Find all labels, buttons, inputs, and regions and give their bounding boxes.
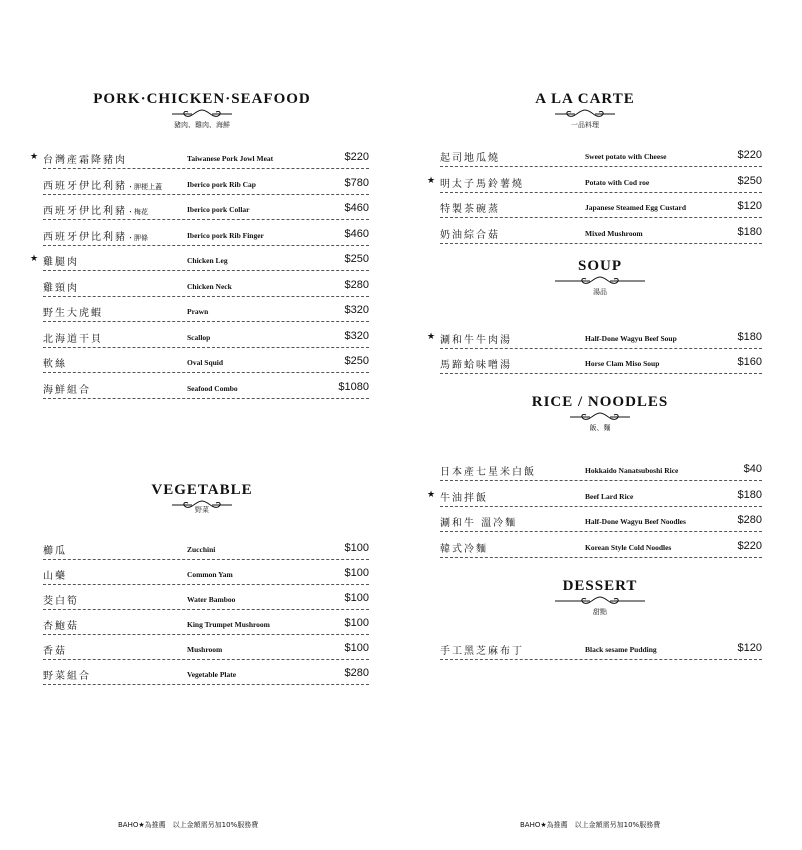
menu-item-row	[440, 197, 762, 218]
menu-item-row	[43, 225, 369, 246]
item-chinese-note: ・梅花	[127, 208, 148, 216]
section-title: SOUP	[577, 258, 622, 274]
item-english-name: Mixed Mushroom	[585, 228, 643, 238]
item-chinese-name-main: 特製茶碗蒸	[440, 204, 500, 215]
item-price: $100	[344, 617, 369, 629]
item-chinese-name-main: 手工黑芝麻布丁	[440, 646, 524, 657]
item-chinese-name-main: 北海道干貝	[43, 333, 103, 345]
item-price: $460	[344, 227, 369, 240]
rice-section-header	[520, 394, 680, 433]
item-chinese-name-main: 馬蹄蛤味噌湯	[440, 360, 512, 371]
item-price: $180	[737, 331, 762, 343]
menu-item-row	[440, 639, 762, 660]
item-chinese-name-main: 軟絲	[43, 359, 67, 370]
item-price: $220	[737, 539, 762, 552]
ornament-icon	[545, 108, 625, 120]
item-english-name: Iberico pork Rib Finger	[187, 230, 264, 240]
item-chinese-name-main: 野菜組合	[43, 671, 91, 682]
item-chinese-name-main: 起司地瓜燒	[440, 153, 500, 164]
item-english-name: Potato with Cod roe	[585, 177, 650, 187]
item-chinese-name	[43, 381, 91, 396]
item-price: $100	[344, 542, 369, 554]
item-chinese-name	[43, 151, 127, 166]
menu-item-row	[427, 486, 762, 507]
menu-item-row	[43, 301, 369, 322]
item-english-name: Oval Squid	[187, 358, 224, 367]
item-english-name: King Trumpet Mushroom	[187, 620, 270, 629]
item-english-name: Chicken Leg	[187, 256, 228, 265]
item-chinese-name-main: 西班牙伊比利豬	[43, 231, 127, 243]
item-chinese-name	[440, 514, 517, 529]
vegetable-section-header	[132, 482, 272, 515]
item-chinese-name	[43, 177, 162, 192]
recommended-star-icon: ★	[30, 254, 39, 264]
item-price: $320	[344, 329, 369, 342]
alacarte-section-header	[530, 91, 640, 130]
item-price: $250	[344, 355, 369, 367]
item-chinese-name-main: 西班牙伊比利豬	[43, 206, 127, 217]
ornament-icon	[560, 411, 640, 423]
ornament-icon	[550, 595, 650, 607]
item-chinese-name-main: 日本產七星米白飯	[440, 467, 536, 478]
item-chinese-name	[43, 355, 67, 370]
menu-item-row	[43, 276, 369, 297]
item-english-name: Common Yam	[187, 570, 233, 579]
menu-item-row	[43, 664, 369, 685]
item-chinese-name	[43, 542, 67, 557]
item-chinese-name	[440, 331, 512, 346]
item-english-name: Vegetable Plate	[187, 670, 237, 679]
item-english-name: Hokkaido Nanatsuboshi Rice	[585, 466, 679, 475]
item-chinese-name-main: 雞腿肉	[43, 257, 79, 268]
item-chinese-name	[43, 642, 67, 657]
menu-item-row	[440, 537, 762, 558]
item-chinese-name-main: 茭白筍	[43, 596, 79, 607]
item-price: $320	[344, 304, 369, 316]
item-price: $120	[737, 642, 762, 654]
item-price: $250	[737, 174, 762, 187]
item-chinese-name	[43, 330, 103, 345]
item-chinese-name-main: 雞頸肉	[43, 282, 79, 294]
item-chinese-name-main: 明太子馬鈴薯燒	[440, 178, 524, 190]
item-chinese-name-main: 台灣產霜降豬肉	[43, 155, 127, 166]
soup-section-header	[545, 258, 655, 297]
menu-item-row	[43, 352, 369, 373]
section-title: PORK·CHICKEN·SEAFOOD	[93, 91, 311, 107]
item-english-name: Iberico pork Collar	[187, 205, 250, 214]
item-chinese-name	[43, 617, 79, 632]
section-title: A LA CARTE	[535, 91, 635, 107]
menu-item-row	[43, 378, 369, 399]
item-chinese-name-main: 杏鮑菇	[43, 621, 79, 632]
item-chinese-name	[440, 489, 488, 504]
item-english-name: Seafood Combo	[187, 383, 238, 393]
recommended-star-icon: ★	[30, 152, 39, 162]
item-chinese-name-main: 櫛瓜	[43, 546, 67, 557]
ornament-icon	[550, 275, 650, 287]
recommended-star-icon: ★	[427, 175, 436, 186]
item-chinese-name	[440, 200, 500, 215]
item-english-name: Beef Lard Rice	[585, 491, 634, 501]
item-chinese-name-main: 奶油綜合菇	[440, 229, 500, 241]
menu-item-row	[43, 327, 369, 348]
section-subtitle: 野菜	[195, 506, 209, 514]
pork-section-header	[92, 91, 312, 130]
menu-item-row	[43, 614, 369, 635]
item-english-name: Horse Clam Miso Soup	[585, 359, 660, 368]
item-price: $120	[737, 200, 762, 212]
item-price: $460	[344, 202, 369, 214]
menu-item-row	[427, 172, 762, 193]
item-chinese-note: ・胛條	[127, 233, 148, 242]
item-english-name: Water Bamboo	[187, 595, 236, 604]
item-price: $780	[344, 176, 369, 189]
section-title: RICE / NOODLES	[531, 394, 669, 410]
item-price: $180	[737, 488, 762, 501]
menu-item-row	[30, 148, 369, 169]
item-price: $220	[737, 149, 762, 161]
item-english-name: Korean Style Cold Noodles	[585, 542, 672, 552]
item-price: $280	[344, 278, 369, 291]
section-subtitle: 湯品	[593, 288, 607, 296]
menu-item-row	[43, 199, 369, 220]
item-price: $160	[737, 356, 762, 368]
section-subtitle: 甜點	[593, 608, 607, 616]
item-chinese-name	[43, 667, 91, 682]
section-subtitle: 一品料理	[571, 121, 599, 129]
item-price: $280	[344, 667, 369, 679]
item-price: $100	[344, 592, 369, 604]
item-chinese-name-main: 韓式冷麵	[440, 543, 488, 555]
item-chinese-name	[440, 463, 536, 478]
item-price: $250	[344, 253, 369, 265]
item-english-name: Half-Done Wagyu Beef Soup	[585, 334, 677, 343]
menu-item-row	[43, 564, 369, 585]
item-price: $180	[737, 225, 762, 238]
item-price: $40	[743, 463, 762, 475]
menu-item-row	[427, 328, 762, 349]
menu-item-row	[43, 639, 369, 660]
item-price: $100	[344, 567, 369, 579]
menu-item-row	[440, 146, 762, 167]
item-english-name: Black sesame Pudding	[585, 645, 657, 654]
item-chinese-name	[43, 253, 79, 268]
item-english-name: Zucchini	[187, 545, 216, 554]
menu-item-row	[30, 250, 369, 271]
item-chinese-name-main: 牛油拌飯	[440, 492, 488, 504]
item-chinese-name	[43, 228, 148, 243]
item-chinese-name	[43, 279, 79, 294]
item-chinese-name	[43, 202, 148, 217]
item-english-name: Half-Done Wagyu Beef Noodles	[585, 517, 686, 526]
item-chinese-name-main: 涮和牛牛肉湯	[440, 335, 512, 346]
recommended-star-icon: ★	[427, 489, 436, 500]
menu-item-row	[43, 539, 369, 560]
recommended-star-icon: ★	[427, 332, 436, 342]
item-chinese-name	[440, 226, 500, 241]
menu-item-row	[43, 589, 369, 610]
item-english-name: Taiwanese Pork Jowl Meat	[187, 154, 274, 163]
item-chinese-name	[43, 304, 103, 319]
item-english-name: Sweet potato with Cheese	[585, 152, 667, 161]
item-english-name: Prawn	[187, 307, 209, 316]
item-english-name: Iberico pork Rib Cap	[187, 179, 256, 189]
item-chinese-name-main: 海鮮組合	[43, 384, 91, 396]
section-title: VEGETABLE	[151, 482, 253, 498]
item-chinese-name-main: 野生大虎蝦	[43, 308, 103, 319]
section-subtitle: 飯、麵	[589, 424, 611, 432]
footer-note-right: BAHO★為推薦 以上金額需另加10%服務費	[520, 821, 661, 829]
item-chinese-name	[440, 149, 500, 164]
section-title: DESSERT	[562, 578, 638, 594]
ornament-icon	[162, 108, 242, 120]
menu-item-row	[440, 223, 762, 244]
item-price: $280	[737, 514, 762, 526]
item-chinese-name	[43, 592, 79, 607]
item-chinese-name	[43, 567, 67, 582]
item-chinese-name	[440, 356, 512, 371]
item-price: $100	[344, 642, 369, 654]
menu-item-row	[43, 174, 369, 195]
item-chinese-name-main: 涮和牛 溫冷麵	[440, 518, 518, 529]
item-english-name: Japanese Steamed Egg Custard	[585, 203, 687, 212]
item-chinese-name-main: 山藥	[43, 571, 67, 582]
item-price: $220	[344, 151, 369, 163]
dessert-section-header	[545, 578, 655, 617]
menu-item-row	[440, 511, 762, 532]
item-chinese-name-main: 香菇	[43, 646, 67, 657]
menu-item-row	[440, 460, 762, 481]
item-chinese-name	[440, 540, 488, 555]
item-chinese-name	[440, 175, 524, 190]
item-chinese-note: ・胛梗上蓋	[127, 182, 162, 191]
item-chinese-name-main: 西班牙伊比利豬	[43, 180, 127, 192]
item-chinese-name	[440, 642, 524, 657]
menu-item-row	[440, 353, 762, 374]
section-subtitle: 豬肉、雞肉、海鮮	[174, 121, 230, 129]
footer-note-left: BAHO★為推薦 以上金額需另加10%服務費	[118, 821, 259, 829]
item-english-name: Mushroom	[187, 645, 223, 654]
item-english-name: Scallop	[187, 332, 211, 342]
item-price: $1080	[338, 380, 369, 393]
item-english-name: Chicken Neck	[187, 281, 232, 291]
